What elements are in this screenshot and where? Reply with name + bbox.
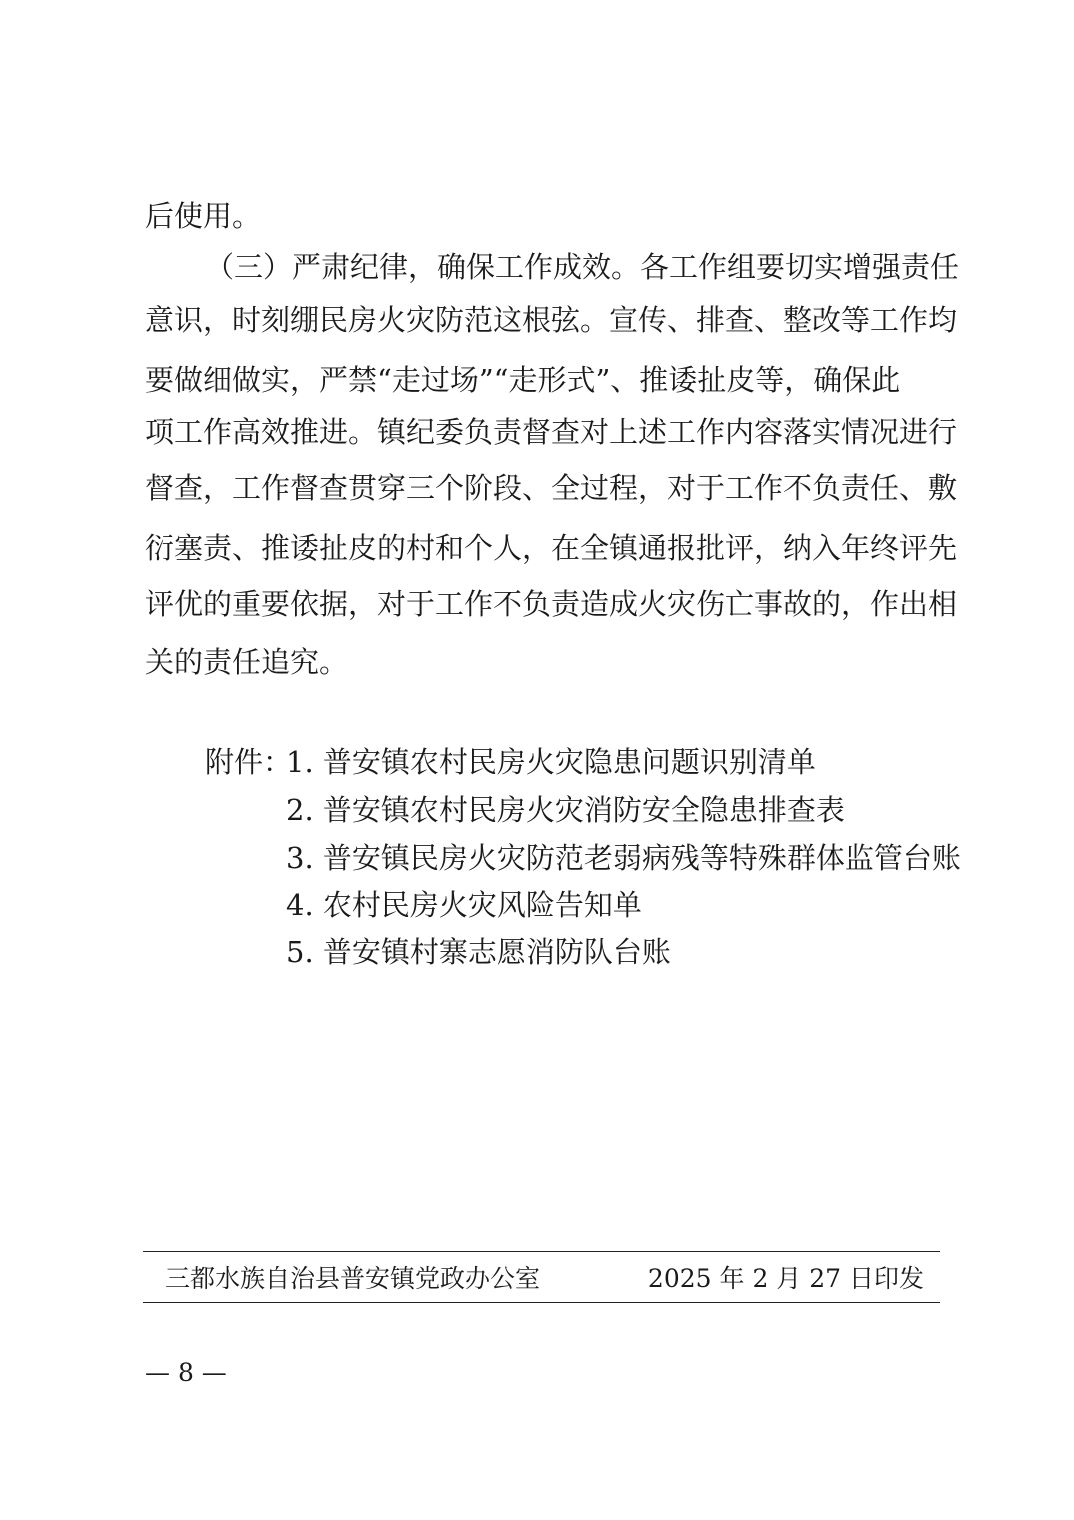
body-line: 项工作高效推进。镇纪委负责督查对上述工作内容落实情况进行 bbox=[145, 415, 958, 449]
body-line: 衍塞责、推诿扯皮的村和个人，在全镇通报批评，纳入年终评先 bbox=[145, 531, 958, 565]
issuer-name: 三都水族自治县普安镇党政办公室 bbox=[165, 1264, 541, 1293]
body-line: 评优的重要依据，对于工作不负责造成火灾伤亡事故的，作出相 bbox=[145, 587, 958, 621]
footer-top-rule bbox=[143, 1251, 940, 1252]
body-line: 要做细做实，严禁“走过场”“走形式”、推诿扯皮等，确保此 bbox=[145, 363, 901, 397]
body-line: 后使用。 bbox=[145, 199, 262, 233]
section-heading-line: （三）严肃纪律，确保工作成效。各工作组要切实增强责任 bbox=[205, 250, 960, 284]
body-line: 意识，时刻绷民房火灾防范这根弦。宣传、排查、整改等工作均 bbox=[145, 303, 958, 337]
footer-bottom-rule bbox=[143, 1302, 940, 1303]
body-line: 督查，工作督查贯穿三个阶段、全过程，对于工作不负责任、敷 bbox=[145, 471, 958, 505]
attachment-item: 2. 普安镇农村民房火灾消防安全隐患排查表 bbox=[286, 793, 845, 827]
attachment-item: 4. 农村民房火灾风险告知单 bbox=[286, 888, 642, 922]
attachments-label: 附件： bbox=[205, 745, 293, 779]
attachment-item: 5. 普安镇村寨志愿消防队台账 bbox=[286, 935, 671, 969]
page-number: — 8 — bbox=[145, 1358, 227, 1387]
issue-date: 2025 年 2 月 27 日印发 bbox=[647, 1264, 924, 1293]
attachment-item: 1. 普安镇农村民房火灾隐患问题识别清单 bbox=[286, 745, 816, 779]
attachment-item: 3. 普安镇民房火灾防范老弱病残等特殊群体监管台账 bbox=[286, 841, 961, 875]
body-line: 关的责任追究。 bbox=[145, 645, 349, 679]
